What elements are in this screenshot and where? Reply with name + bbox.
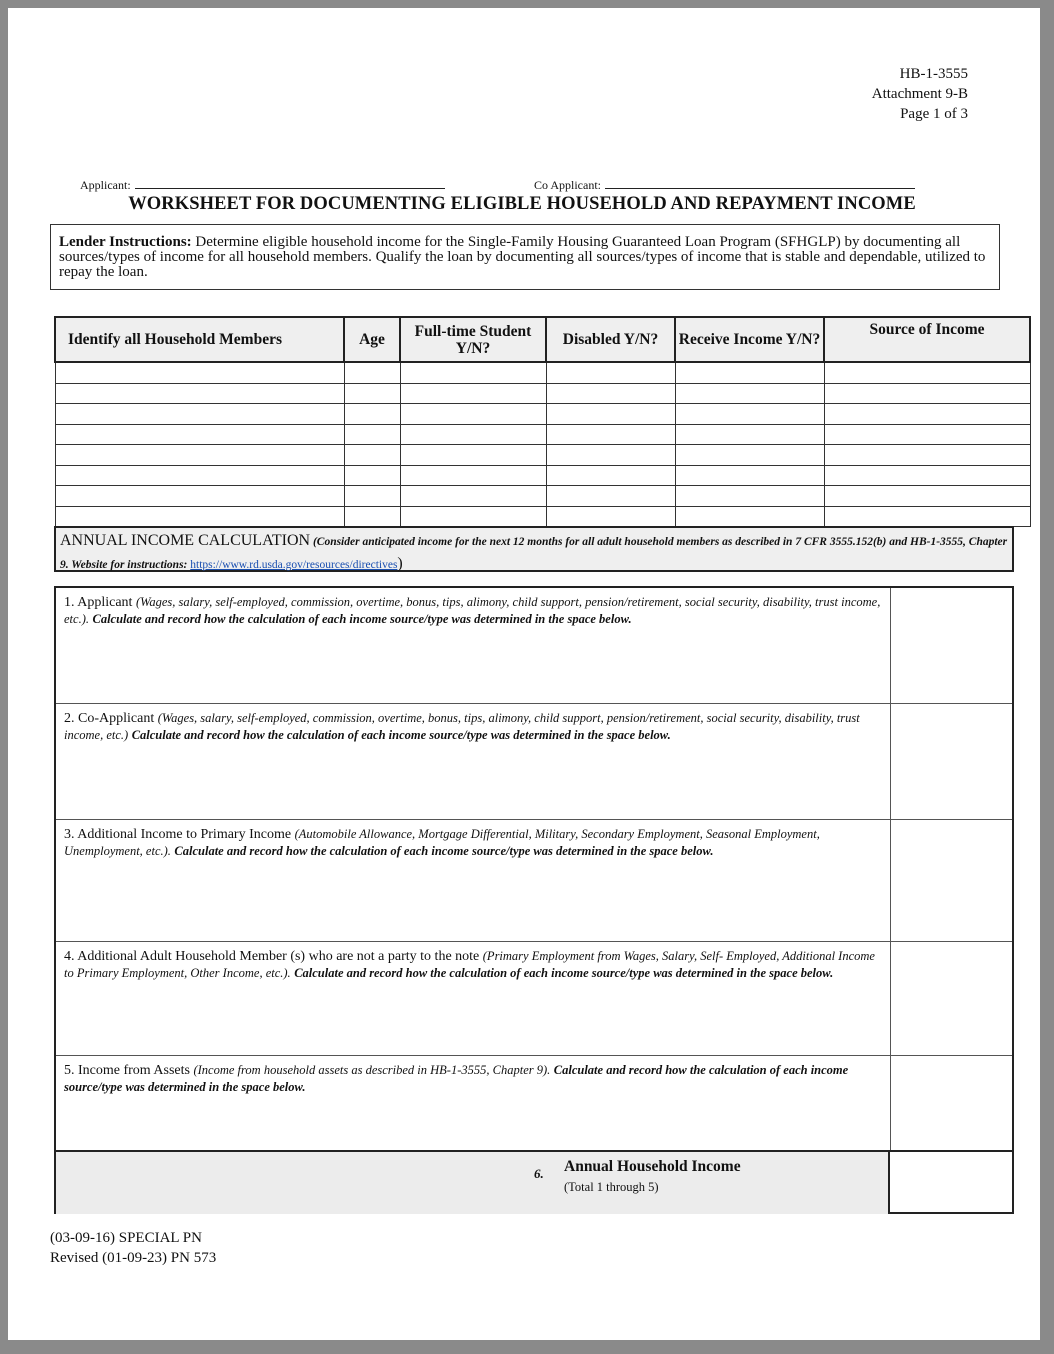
co-applicant-label: Co Applicant: (534, 178, 601, 192)
student-cell[interactable] (400, 486, 546, 507)
header-disabled: Disabled Y/N? (546, 317, 675, 362)
applicant-label: Applicant: (80, 178, 131, 192)
income-row-text: 4. Additional Adult Household Member (s) who are not a party to the note (Primary Employment from Wages, Salary, Self- Employed, Additional Income to Primary Employment, Other Income, etc.). Calculate and record how the calculation of each income source/type was determined in the space below. (64, 949, 875, 980)
income-row-text: 1. Applicant (Wages, salary, self-employed, commission, overtime, bonus, tips, alimony, child support, pension/retirement, social security, disability, trust income, etc.). Calculate and record how the calculation of each income source/type was determined in the space below. (64, 595, 881, 626)
total-sublabel: (Total 1 through 5) (564, 1180, 659, 1194)
co-applicant-amount-cell[interactable] (891, 704, 1012, 819)
disabled-cell[interactable] (546, 383, 675, 404)
income-row-text: 2. Co-Applicant (Wages, salary, self-employed, commission, overtime, bonus, tips, alimony, child support, pension/retirement, social security, disability, trust income, etc.) Calculate and record how the calculation of each income source/type was determined in the space below. (64, 711, 860, 742)
footer-line-1: (03-09-16) SPECIAL PN (50, 1230, 202, 1246)
co-applicant-input-line[interactable] (605, 178, 915, 189)
age-cell[interactable] (344, 465, 400, 486)
source-cell[interactable] (824, 465, 1030, 486)
source-cell[interactable] (824, 445, 1030, 466)
table-row (55, 383, 1030, 404)
table-row (55, 362, 1030, 383)
income-row-text: 5. Income from Assets (Income from household assets as described in HB-1-3555, Chapter 9). Calculate and record how the calculation of each income source/type was determined in the space below. (64, 1063, 849, 1094)
age-cell[interactable] (344, 404, 400, 425)
income-row-adult-members (56, 942, 1012, 1056)
additional-income-amount-cell[interactable] (891, 820, 1012, 941)
member-cell[interactable] (55, 424, 344, 445)
member-cell[interactable] (55, 383, 344, 404)
total-label: Annual Household Income (564, 1158, 741, 1175)
annual-close-paren: ) (397, 555, 403, 572)
disabled-cell[interactable] (546, 404, 675, 425)
student-cell[interactable] (400, 362, 546, 383)
directives-link[interactable]: https://www.rd.usda.gov/resources/directives (190, 559, 398, 571)
total-number: 6. (534, 1166, 544, 1181)
table-row (55, 506, 1030, 527)
table-row (55, 445, 1030, 466)
student-cell[interactable] (400, 445, 546, 466)
header-student: Full-time Student Y/N? (400, 317, 546, 362)
assets-amount-cell[interactable] (891, 1056, 1012, 1150)
receive-income-cell[interactable] (675, 506, 824, 527)
age-cell[interactable] (344, 362, 400, 383)
header-receive-income: Receive Income Y/N? (675, 317, 824, 362)
age-cell[interactable] (344, 506, 400, 527)
source-cell[interactable] (824, 362, 1030, 383)
form-footer (50, 1228, 216, 1268)
annual-note: (Consider anticipated income for the next 12 months for all adult household members as described in 7 CFR 3555.152(b) and HB-1-3555, Chapter 9. Website for instructions: (60, 536, 1008, 571)
annual-household-income-row (56, 1150, 1012, 1214)
header-members: Identify all Household Members (55, 317, 344, 362)
applicant-input-line[interactable] (135, 178, 445, 189)
disabled-cell[interactable] (546, 506, 675, 527)
receive-income-cell[interactable] (675, 404, 824, 425)
age-cell[interactable] (344, 486, 400, 507)
table-header-row (55, 317, 1030, 362)
student-cell[interactable] (400, 404, 546, 425)
source-cell[interactable] (824, 383, 1030, 404)
disabled-cell[interactable] (546, 486, 675, 507)
instructions-text: Determine eligible household income for the Single-Family Housing Guaranteed Loan Program (SFHGLP) by documenting all sources/types of income for all household members. Qualify the loan by documenting all sources/types of income that is stable and dependable, utilized to repay the loan. (59, 234, 986, 280)
page-number: Page 1 of 3 (900, 106, 968, 122)
adult-members-amount-cell[interactable] (891, 942, 1012, 1055)
age-cell[interactable] (344, 424, 400, 445)
table-row (55, 465, 1030, 486)
receive-income-cell[interactable] (675, 486, 824, 507)
doc-id: HB-1-3555 (899, 66, 968, 82)
header-age: Age (344, 317, 400, 362)
header-source-income: Source of Income (824, 317, 1030, 362)
age-cell[interactable] (344, 445, 400, 466)
annual-income-calculation-banner (54, 526, 1014, 572)
income-row-assets (56, 1056, 1012, 1150)
disabled-cell[interactable] (546, 424, 675, 445)
household-members-table (54, 316, 1031, 527)
page-title: WORKSHEET FOR DOCUMENTING ELIGIBLE HOUSEHOLD AND REPAYMENT INCOME (128, 194, 916, 214)
table-row (55, 404, 1030, 425)
instructions-label: Lender Instructions: (59, 234, 192, 250)
total-label-cell (56, 1152, 890, 1214)
disabled-cell[interactable] (546, 465, 675, 486)
income-row-text: 3. Additional Income to Primary Income (Automobile Allowance, Mortgage Differential, Military, Secondary Employment, Seasonal Employment, Unemployment, etc.). Calculate and record how the calculation of each income source/type was determined in the space below. (64, 827, 820, 858)
receive-income-cell[interactable] (675, 465, 824, 486)
receive-income-cell[interactable] (675, 445, 824, 466)
student-cell[interactable] (400, 465, 546, 486)
receive-income-cell[interactable] (675, 362, 824, 383)
member-cell[interactable] (55, 445, 344, 466)
co-applicant-field[interactable] (534, 178, 915, 193)
attachment-label: Attachment 9-B (871, 86, 968, 102)
source-cell[interactable] (824, 404, 1030, 425)
member-cell[interactable] (55, 362, 344, 383)
member-cell[interactable] (55, 506, 344, 527)
member-cell[interactable] (55, 465, 344, 486)
applicant-amount-cell[interactable] (891, 588, 1012, 703)
age-cell[interactable] (344, 383, 400, 404)
total-amount-cell[interactable] (890, 1152, 1012, 1214)
source-cell[interactable] (824, 486, 1030, 507)
member-cell[interactable] (55, 486, 344, 507)
table-row (55, 424, 1030, 445)
footer-line-2: Revised (01-09-23) PN 573 (50, 1250, 217, 1266)
document-reference (872, 64, 968, 124)
income-calculation-table (54, 586, 1014, 1214)
member-cell[interactable] (55, 404, 344, 425)
table-row (55, 486, 1030, 507)
student-cell[interactable] (400, 383, 546, 404)
disabled-cell[interactable] (546, 445, 675, 466)
disabled-cell[interactable] (546, 362, 675, 383)
student-cell[interactable] (400, 424, 546, 445)
source-cell[interactable] (824, 424, 1030, 445)
source-cell[interactable] (824, 506, 1030, 527)
income-row-applicant (56, 588, 1012, 704)
income-row-co-applicant (56, 704, 1012, 820)
student-cell[interactable] (400, 506, 546, 527)
annual-heading: ANNUAL INCOME CALCULATION (60, 532, 311, 549)
receive-income-cell[interactable] (675, 383, 824, 404)
income-row-additional (56, 820, 1012, 942)
receive-income-cell[interactable] (675, 424, 824, 445)
document-page (8, 8, 1040, 1340)
applicant-field[interactable] (80, 178, 445, 193)
lender-instructions (50, 224, 1000, 290)
